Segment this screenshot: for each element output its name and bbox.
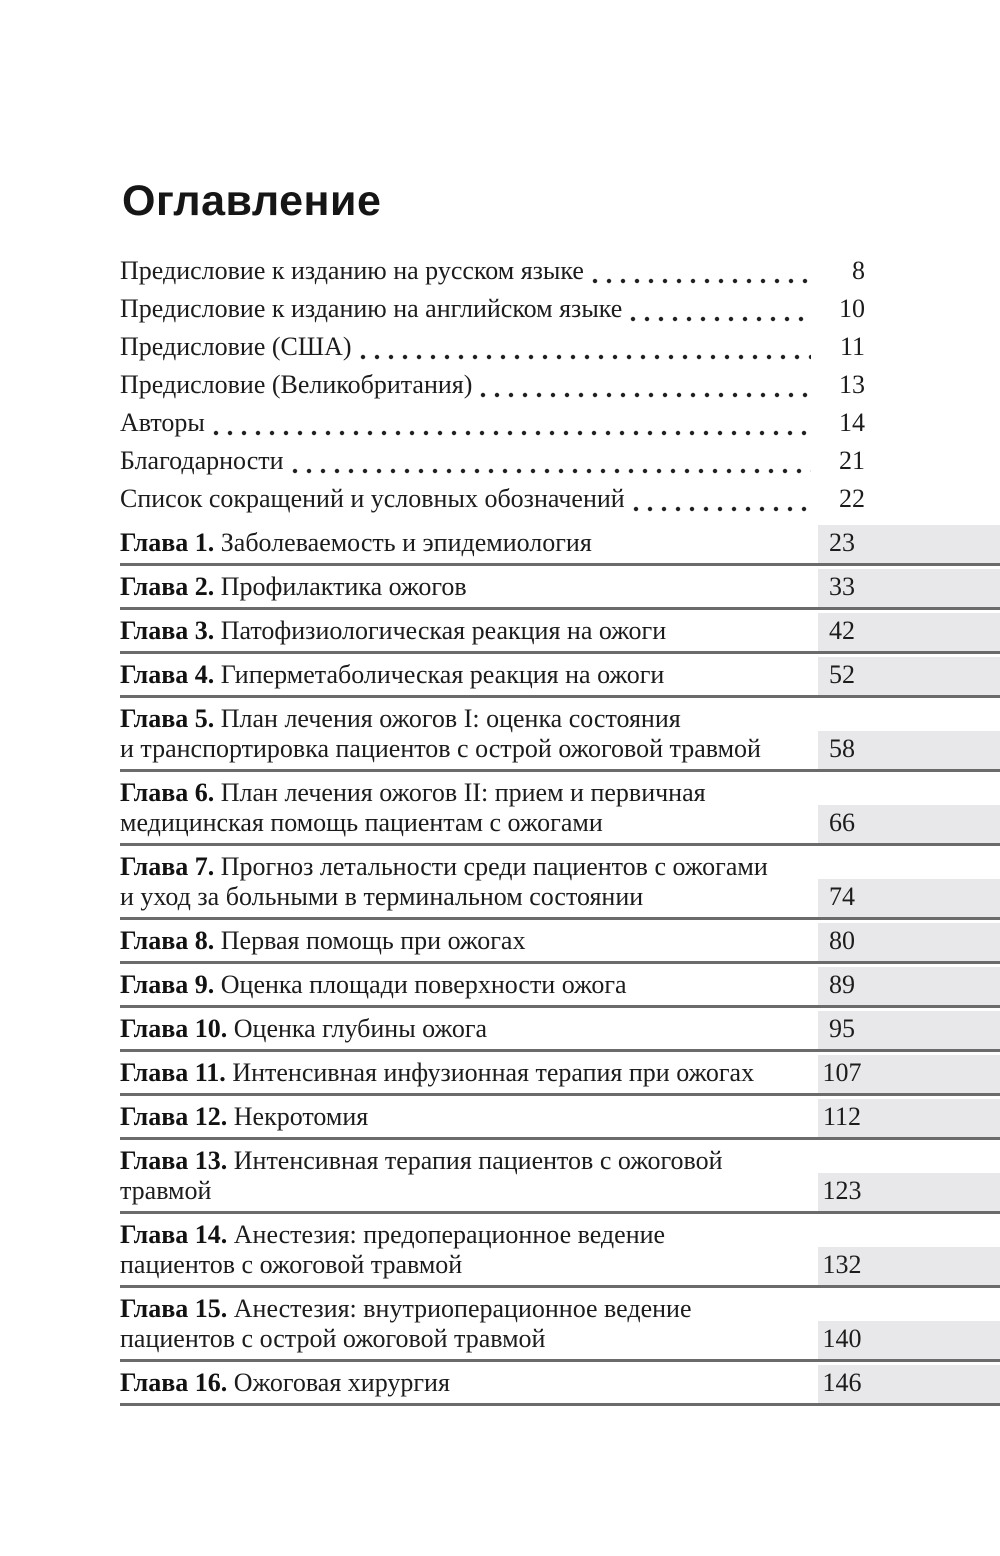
chapter-row [120, 964, 1000, 1008]
chapter-title-line: Профилактика ожогов [220, 572, 467, 601]
chapter-number: Глава 12. [120, 1102, 228, 1131]
chapter-number: Глава 9. [120, 970, 215, 999]
chapter-title [120, 926, 810, 956]
chapter-number: Глава 16. [120, 1368, 228, 1397]
page-title: Оглавление [122, 177, 382, 225]
chapter-row [120, 1214, 1000, 1288]
chapter-row [120, 1288, 1000, 1362]
chapter-title [120, 1102, 810, 1132]
chapter-title [120, 1368, 810, 1398]
dot-leader [213, 404, 811, 442]
chapter-number: Глава 15. [120, 1294, 228, 1323]
chapter-page-number: 132 [822, 1250, 862, 1279]
chapter-number: Глава 4. [120, 660, 215, 689]
chapter-row [120, 1052, 1000, 1096]
chapter-title-line: Ожоговая хирургия [233, 1368, 450, 1397]
chapter-number: Глава 3. [120, 616, 215, 645]
chapter-title-line: Оценка площади поверхности ожога [220, 970, 627, 999]
chapter-page-number: 23 [829, 528, 855, 557]
chapter-title-line: Гиперметаболическая реакция на ожоги [220, 660, 665, 689]
chapter-title [120, 1220, 810, 1280]
chapter-title-line: Интенсивная инфузионная терапия при ожогах [232, 1058, 755, 1087]
chapter-number: Глава 14. [120, 1220, 228, 1249]
chapter-title-line: Прогноз летальности среди пациентов с ожогами [220, 852, 768, 881]
chapter-title-line: Интенсивная терапия пациентов с ожоговой [233, 1146, 723, 1175]
chapter-title-line: План лечения ожогов I: оценка состояния [220, 704, 681, 733]
chapter-page-number: 80 [829, 926, 855, 955]
chapter-number: Глава 6. [120, 778, 215, 807]
chapter-row [120, 1008, 1000, 1052]
chapter-row [120, 610, 1000, 654]
chapter-title-line: травмой [120, 1176, 212, 1205]
chapter-row [120, 1096, 1000, 1140]
front-matter-row [120, 252, 865, 290]
chapter-title-line: и уход за больными в терминальном состоянии [120, 882, 644, 911]
chapter-row [120, 920, 1000, 964]
front-matter-page-number: 22 [839, 484, 865, 513]
front-matter-label: Авторы [120, 408, 205, 437]
chapter-number: Глава 7. [120, 852, 215, 881]
chapter-title-line: Патофизиологическая реакция на ожоги [220, 616, 667, 645]
front-matter-page-number: 10 [839, 294, 865, 323]
chapter-title [120, 970, 810, 1000]
chapter-page-number: 140 [822, 1324, 862, 1353]
chapter-page-number: 58 [829, 734, 855, 763]
chapter-page-number: 123 [822, 1176, 862, 1205]
chapter-number: Глава 5. [120, 704, 215, 733]
chapter-title [120, 852, 810, 912]
chapter-title [120, 704, 810, 764]
chapter-title [120, 660, 810, 690]
toc-content [120, 0, 1000, 1406]
chapter-title-line: Первая помощь при ожогах [220, 926, 526, 955]
chapter-number: Глава 1. [120, 528, 215, 557]
chapter-row [120, 698, 1000, 772]
chapter-title-line: и транспортировка пациентов с острой ожоговой травмой [120, 734, 761, 763]
chapter-title [120, 1146, 810, 1206]
chapter-page-number: 42 [829, 616, 855, 645]
chapter-number: Глава 10. [120, 1014, 228, 1043]
front-matter-page-number: 14 [839, 408, 865, 437]
chapter-title [120, 1294, 810, 1354]
front-matter-row [120, 480, 865, 518]
front-matter-row [120, 404, 865, 442]
front-matter-row [120, 290, 865, 328]
chapter-title [120, 778, 810, 838]
front-matter-row [120, 366, 865, 404]
chapter-title-line: медицинская помощь пациентам с ожогами [120, 808, 603, 837]
chapter-page-number: 112 [822, 1102, 862, 1131]
chapter-page-number: 107 [822, 1058, 862, 1087]
chapter-row [120, 1140, 1000, 1214]
front-matter-label: Благодарности [120, 446, 284, 475]
chapter-title-line: пациентов с острой ожоговой травмой [120, 1324, 546, 1353]
chapter-page-number: 74 [829, 882, 855, 911]
chapter-row [120, 772, 1000, 846]
chapter-title-line: пациентов с ожоговой травмой [120, 1250, 463, 1279]
front-matter-label: Предисловие (США) [120, 332, 352, 361]
chapter-number: Глава 8. [120, 926, 215, 955]
front-matter-label: Список сокращений и условных обозначений [120, 484, 625, 513]
chapter-title [120, 1014, 810, 1044]
front-matter-page-number: 13 [839, 370, 865, 399]
dot-leader [360, 328, 811, 366]
front-matter-page-number: 21 [839, 446, 865, 475]
dot-leader [592, 252, 811, 290]
dot-leader [480, 366, 811, 404]
chapter-row [120, 1362, 1000, 1406]
front-matter-page-number: 11 [839, 332, 865, 361]
chapter-page-number: 66 [829, 808, 855, 837]
front-matter-row [120, 442, 865, 480]
dot-leader [292, 442, 811, 480]
chapter-title-line: Оценка глубины ожога [233, 1014, 488, 1043]
chapters-list [120, 522, 1000, 1406]
chapter-row [120, 846, 1000, 920]
chapter-title [120, 1058, 810, 1088]
chapter-title-line: Некротомия [233, 1102, 369, 1131]
chapter-title-line: Анестезия: внутриоперационное ведение [233, 1294, 692, 1323]
front-matter-page-number: 8 [852, 256, 865, 285]
chapter-title [120, 572, 810, 602]
chapter-title-line: Анестезия: предоперационное ведение [233, 1220, 666, 1249]
chapter-page-number: 89 [829, 970, 855, 999]
chapter-page-number: 33 [829, 572, 855, 601]
front-matter-label: Предисловие (Великобритания) [120, 370, 473, 399]
front-matter-label: Предисловие к изданию на русском языке [120, 256, 584, 285]
front-matter-label: Предисловие к изданию на английском языке [120, 294, 623, 323]
front-matter-list [120, 252, 865, 518]
chapter-row [120, 522, 1000, 566]
chapter-page-number: 95 [829, 1014, 855, 1043]
dot-leader [630, 290, 811, 328]
chapter-title-line: Заболеваемость и эпидемиология [220, 528, 592, 557]
chapter-title-line: План лечения ожогов II: прием и первичная [220, 778, 706, 807]
dot-leader [633, 480, 811, 518]
chapter-row [120, 654, 1000, 698]
front-matter-row [120, 328, 865, 366]
chapter-title [120, 528, 810, 558]
chapter-number: Глава 2. [120, 572, 215, 601]
chapter-number: Глава 11. [120, 1058, 226, 1087]
chapter-row [120, 566, 1000, 610]
chapter-page-number: 52 [829, 660, 855, 689]
chapter-title [120, 616, 810, 646]
chapter-page-number: 146 [822, 1368, 862, 1397]
chapter-number: Глава 13. [120, 1146, 228, 1175]
